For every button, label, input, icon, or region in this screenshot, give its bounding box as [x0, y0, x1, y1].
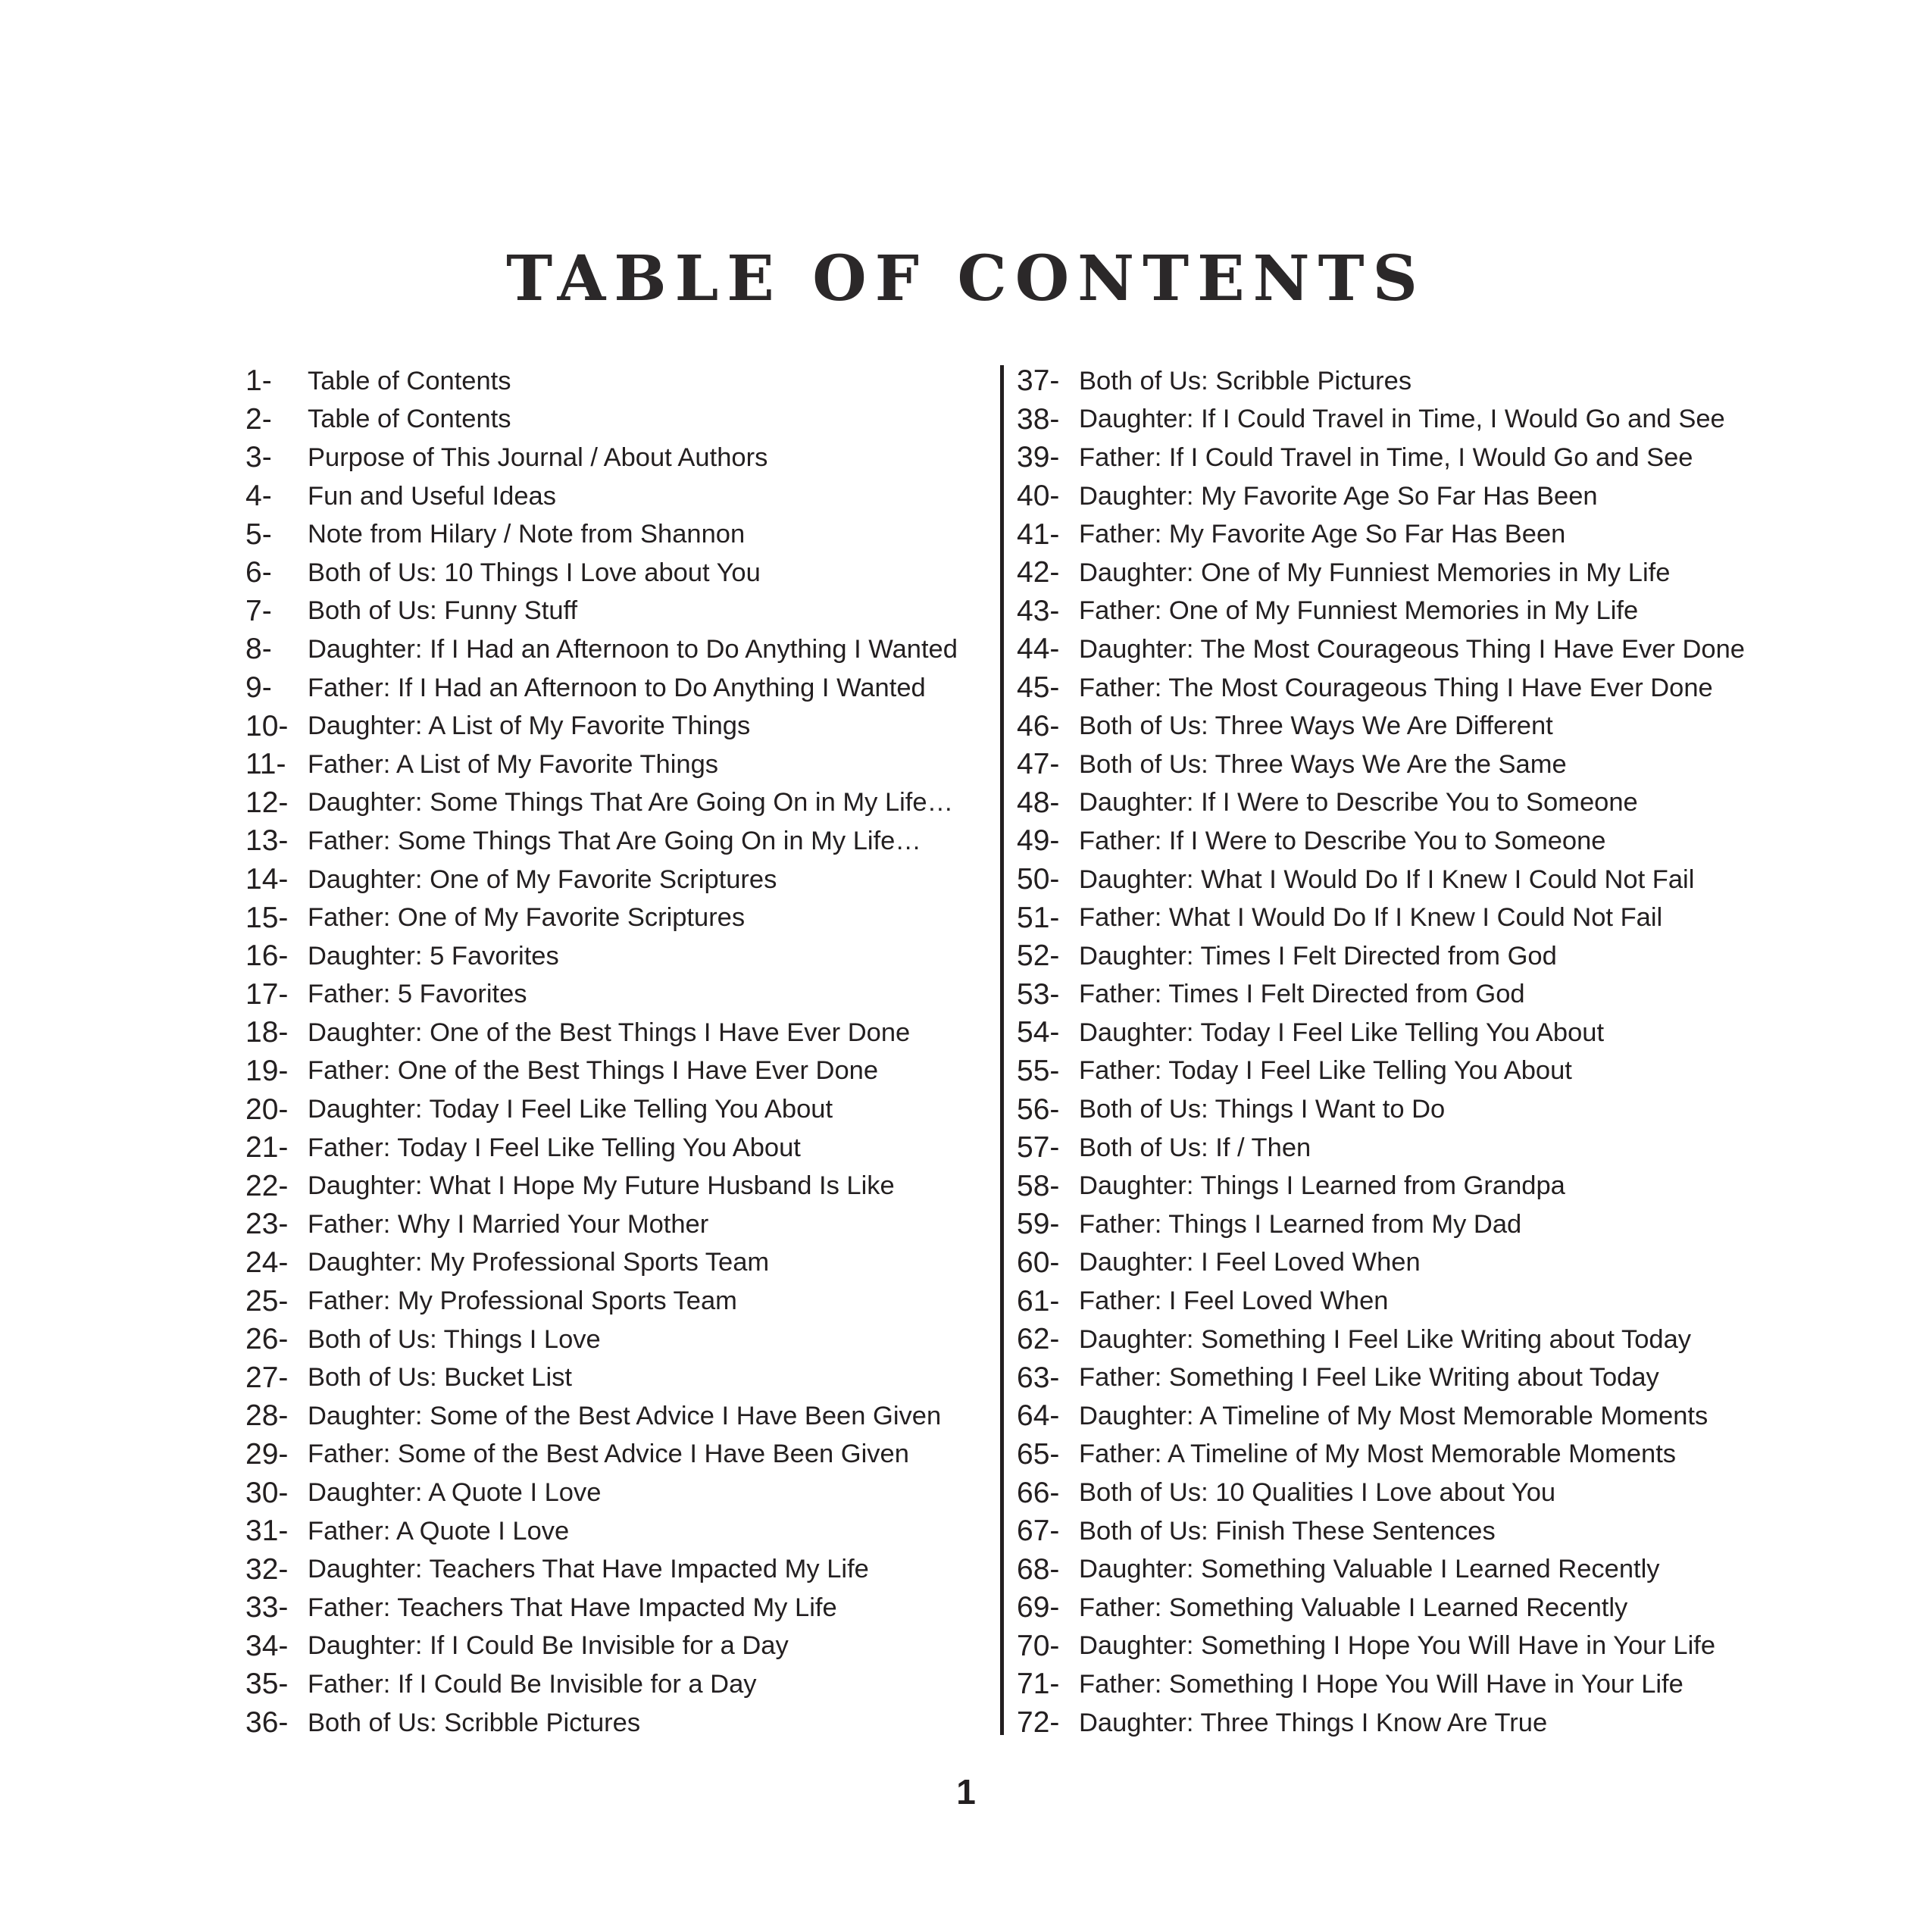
toc-entry-title: Daughter: Things I Learned from Grandpa	[1079, 1171, 1565, 1201]
toc-entry-title: Daughter: Something I Hope You Will Have in Your Life	[1079, 1631, 1716, 1661]
toc-entry-number: 22-	[245, 1169, 289, 1202]
toc-entry-title: Father: I Feel Loved When	[1079, 1286, 1389, 1316]
toc-entry	[1017, 1627, 1774, 1666]
toc-entry-title: Father: One of the Best Things I Have Ever Done	[308, 1056, 879, 1086]
toc-entry	[1017, 937, 1774, 976]
toc-entry	[1017, 1436, 1774, 1474]
toc-entry	[1017, 976, 1774, 1014]
toc-entry-number: 16-	[245, 939, 289, 973]
toc-entry-title: Father: One of My Funniest Memories in My Life	[1079, 596, 1639, 626]
toc-entry-title: Daughter: If I Had an Afternoon to Do Anything I Wanted	[308, 634, 958, 664]
toc-entry-number: 71-	[1017, 1668, 1060, 1701]
toc-entry-title: Both of Us: Scribble Pictures	[308, 1708, 641, 1737]
toc-entry	[1017, 401, 1774, 439]
toc-entry	[245, 1244, 988, 1283]
toc-entry	[1017, 592, 1774, 631]
toc-entry-number: 17-	[245, 977, 289, 1011]
toc-entry	[1017, 1244, 1774, 1283]
toc-entry-title: Both of Us: If / Then	[1079, 1133, 1311, 1162]
toc-entry-title: Daughter: My Professional Sports Team	[308, 1248, 770, 1277]
toc-entry-title: Table of Contents	[308, 405, 511, 434]
toc-entry-number: 60-	[1017, 1246, 1060, 1279]
page-number: 1	[956, 1772, 976, 1812]
toc-entry	[245, 1129, 988, 1168]
toc-entry	[1017, 1282, 1774, 1321]
toc-entry-number: 64-	[1017, 1399, 1060, 1433]
toc-entry	[245, 1627, 988, 1666]
toc-entry-title: Daughter: If I Were to Describe You to Someone	[1079, 788, 1638, 818]
toc-entry	[245, 861, 988, 899]
toc-entry-number: 53-	[1017, 977, 1060, 1011]
toc-entry-number: 51-	[1017, 901, 1060, 934]
toc-entry-title: Both of Us: Finish These Sentences	[1079, 1516, 1496, 1546]
toc-entry-title: Daughter: One of My Favorite Scriptures	[308, 864, 777, 894]
toc-entry-title: Daughter: My Favorite Age So Far Has Been	[1079, 481, 1598, 511]
toc-entry	[1017, 1397, 1774, 1436]
column-divider	[1000, 365, 1004, 1735]
toc-entry-title: Father: A Quote I Love	[308, 1516, 570, 1546]
toc-entry-number: 3-	[245, 441, 272, 474]
toc-entry	[245, 1474, 988, 1512]
toc-entry	[1017, 477, 1774, 516]
toc-entry-number: 4-	[245, 480, 272, 513]
toc-entry-title: Daughter: Three Things I Know Are True	[1079, 1708, 1548, 1737]
toc-entry	[1017, 439, 1774, 477]
toc-entry	[245, 1589, 988, 1627]
toc-entry	[245, 1358, 988, 1397]
toc-entry	[245, 515, 988, 554]
toc-entry	[1017, 1205, 1774, 1244]
toc-entry	[1017, 746, 1774, 784]
toc-entry-number: 47-	[1017, 748, 1060, 781]
toc-entry	[245, 1014, 988, 1052]
toc-entry-title: Table of Contents	[308, 366, 511, 395]
toc-entry-number: 54-	[1017, 1016, 1060, 1049]
toc-entry-number: 15-	[245, 901, 289, 934]
toc-entry	[245, 707, 988, 746]
toc-entry-number: 21-	[245, 1131, 289, 1165]
toc-entry	[1017, 630, 1774, 669]
toc-entry	[245, 1550, 988, 1589]
toc-entry	[245, 1052, 988, 1091]
toc-entry	[245, 1321, 988, 1359]
toc-entry-number: 30-	[245, 1476, 289, 1509]
toc-entry	[1017, 1014, 1774, 1052]
toc-entry-title: Both of Us: Funny Stuff	[308, 596, 578, 626]
toc-entry-number: 43-	[1017, 594, 1060, 627]
toc-entry	[1017, 362, 1774, 401]
toc-entry-title: Daughter: A List of My Favorite Things	[308, 711, 751, 741]
toc-entry-number: 20-	[245, 1093, 289, 1126]
toc-entry	[245, 401, 988, 439]
toc-entry	[245, 362, 988, 401]
toc-entry-number: 38-	[1017, 402, 1060, 436]
toc-entry	[245, 1704, 988, 1743]
toc-entry	[245, 477, 988, 516]
toc-entry-number: 41-	[1017, 517, 1060, 551]
toc-entry-title: Father: A Timeline of My Most Memorable Moments	[1079, 1440, 1677, 1469]
toc-entry-number: 34-	[245, 1629, 289, 1662]
toc-entry-number: 68-	[1017, 1552, 1060, 1586]
toc-entry	[1017, 1358, 1774, 1397]
toc-entry-title: Father: One of My Favorite Scriptures	[308, 903, 746, 933]
toc-entry-number: 31-	[245, 1515, 289, 1548]
toc-entry-number: 57-	[1017, 1131, 1060, 1165]
toc-entry-title: Father: Something I Feel Like Writing about Today	[1079, 1363, 1659, 1393]
toc-entry	[245, 1167, 988, 1205]
toc-entry-title: Father: Things I Learned from My Dad	[1079, 1209, 1522, 1239]
toc-entry-number: 6-	[245, 556, 272, 589]
toc-entry-title: Both of Us: Scribble Pictures	[1079, 366, 1412, 395]
toc-left-column	[245, 362, 988, 1742]
toc-entry-title: Father: The Most Courageous Thing I Have Ever Done	[1079, 673, 1713, 702]
toc-entry-title: Both of Us: 10 Qualities I Love about You	[1079, 1478, 1556, 1508]
toc-entry-number: 26-	[245, 1323, 289, 1356]
toc-entry	[1017, 515, 1774, 554]
toc-entry-title: Father: My Professional Sports Team	[308, 1286, 737, 1316]
toc-entry-title: Both of Us: Three Ways We Are Different	[1079, 711, 1553, 741]
toc-entry-title: Father: If I Had an Afternoon to Do Anything I Wanted	[308, 673, 926, 702]
toc-entry-title: Daughter: A Quote I Love	[308, 1478, 602, 1508]
toc-entry-title: Father: Something I Hope You Will Have in Your Life	[1079, 1669, 1683, 1699]
toc-entry-number: 42-	[1017, 556, 1060, 589]
toc-entry-number: 1-	[245, 364, 272, 398]
toc-entry-number: 50-	[1017, 863, 1060, 896]
toc-entry	[245, 592, 988, 631]
toc-entry-number: 12-	[245, 786, 289, 819]
toc-entry-title: Daughter: Some Things That Are Going On in My Life…	[308, 788, 954, 818]
toc-entry	[1017, 1550, 1774, 1589]
toc-entry-number: 27-	[245, 1361, 289, 1394]
toc-entry-title: Father: If I Could Travel in Time, I Would Go and See	[1079, 442, 1693, 472]
toc-entry-title: Daughter: Teachers That Have Impacted My Life	[308, 1555, 869, 1584]
toc-entry-number: 28-	[245, 1399, 289, 1433]
toc-entry-number: 69-	[1017, 1591, 1060, 1624]
toc-entry-number: 29-	[245, 1437, 289, 1471]
toc-right-column	[1017, 362, 1774, 1742]
toc-entry	[245, 1397, 988, 1436]
toc-entry	[1017, 899, 1774, 937]
toc-entry-number: 49-	[1017, 824, 1060, 858]
toc-entry-number: 62-	[1017, 1323, 1060, 1356]
toc-entry-number: 39-	[1017, 441, 1060, 474]
toc-entry-number: 33-	[245, 1591, 289, 1624]
toc-entry	[1017, 669, 1774, 708]
toc-entry-number: 63-	[1017, 1361, 1060, 1394]
toc-entry-number: 45-	[1017, 671, 1060, 705]
toc-entry-title: Father: Today I Feel Like Telling You About	[1079, 1056, 1572, 1086]
toc-entry-number: 56-	[1017, 1093, 1060, 1126]
toc-entry-title: Both of Us: Bucket List	[308, 1363, 572, 1393]
toc-entry-title: Fun and Useful Ideas	[308, 481, 556, 511]
toc-entry-number: 67-	[1017, 1515, 1060, 1548]
page-title: TABLE OF CONTENTS	[506, 242, 1426, 315]
toc-entry-number: 11-	[245, 748, 286, 781]
toc-entry	[1017, 1512, 1774, 1551]
toc-entry-title: Daughter: Times I Felt Directed from God	[1079, 941, 1557, 971]
toc-entry-number: 8-	[245, 633, 272, 666]
toc-entry	[245, 1436, 988, 1474]
toc-entry-title: Daughter: 5 Favorites	[308, 941, 559, 971]
toc-entry	[1017, 822, 1774, 861]
toc-entry-title: Father: 5 Favorites	[308, 980, 527, 1009]
toc-entry-title: Note from Hilary / Note from Shannon	[308, 520, 746, 549]
toc-entry	[245, 1090, 988, 1129]
toc-entry	[1017, 1167, 1774, 1205]
toc-entry	[1017, 1129, 1774, 1168]
toc-entry-title: Father: Something Valuable I Learned Recently	[1079, 1593, 1628, 1622]
toc-entry-title: Daughter: If I Could Travel in Time, I Would Go and See	[1079, 405, 1725, 434]
toc-entry-title: Daughter: Some of the Best Advice I Have Been Given	[308, 1401, 942, 1430]
toc-entry-number: 24-	[245, 1246, 289, 1279]
toc-entry	[1017, 554, 1774, 592]
toc-entry-title: Father: My Favorite Age So Far Has Been	[1079, 520, 1566, 549]
toc-entry	[1017, 1090, 1774, 1129]
toc-entry	[245, 822, 988, 861]
toc-entry	[245, 1665, 988, 1704]
toc-entry-number: 66-	[1017, 1476, 1060, 1509]
toc-entry	[245, 1282, 988, 1321]
toc-entry-title: Daughter: One of My Funniest Memories in My Life	[1079, 558, 1671, 587]
toc-entry-title: Purpose of This Journal / About Authors	[308, 442, 768, 472]
toc-entry	[1017, 784, 1774, 823]
toc-entry-title: Daughter: A Timeline of My Most Memorable Moments	[1079, 1401, 1708, 1430]
toc-entry-number: 25-	[245, 1284, 289, 1318]
toc-entry	[245, 1205, 988, 1244]
toc-entry-number: 7-	[245, 594, 272, 627]
toc-entry	[1017, 1474, 1774, 1512]
toc-entry-number: 9-	[245, 671, 272, 705]
toc-entry	[1017, 1321, 1774, 1359]
toc-entry-title: Daughter: Today I Feel Like Telling You About	[1079, 1018, 1605, 1047]
toc-entry-title: Daughter: Something I Feel Like Writing about Today	[1079, 1324, 1692, 1354]
toc-entry	[245, 669, 988, 708]
toc-entry-title: Daughter: I Feel Loved When	[1079, 1248, 1421, 1277]
toc-entry-title: Father: What I Would Do If I Knew I Could Not Fail	[1079, 903, 1663, 933]
toc-entry	[1017, 861, 1774, 899]
toc-entry	[245, 937, 988, 976]
toc-entry	[245, 1512, 988, 1551]
toc-entry-number: 65-	[1017, 1437, 1060, 1471]
toc-entry-number: 2-	[245, 402, 272, 436]
toc-entry-number: 59-	[1017, 1208, 1060, 1241]
toc-entry	[1017, 1589, 1774, 1627]
toc-entry-number: 5-	[245, 517, 272, 551]
toc-entry-title: Father: Some of the Best Advice I Have Been Given	[308, 1440, 909, 1469]
toc-entry-title: Both of Us: Things I Love	[308, 1324, 601, 1354]
toc-entry-title: Father: A List of My Favorite Things	[308, 749, 719, 779]
toc-entry-number: 40-	[1017, 480, 1060, 513]
toc-entry-number: 23-	[245, 1208, 289, 1241]
toc-entry-number: 52-	[1017, 939, 1060, 973]
toc-entry-title: Daughter: What I Hope My Future Husband Is Like	[308, 1171, 895, 1201]
toc-entry-title: Father: Why I Married Your Mother	[308, 1209, 709, 1239]
toc-entry	[1017, 707, 1774, 746]
toc-entry-number: 13-	[245, 824, 289, 858]
toc-entry	[1017, 1704, 1774, 1743]
toc-entry-number: 18-	[245, 1016, 289, 1049]
toc-entry	[1017, 1052, 1774, 1091]
toc-entry-title: Father: Some Things That Are Going On in My Life…	[308, 826, 921, 855]
toc-entry-title: Both of Us: Three Ways We Are the Same	[1079, 749, 1567, 779]
toc-entry-title: Both of Us: Things I Want to Do	[1079, 1095, 1446, 1124]
toc-entry-title: Daughter: If I Could Be Invisible for a Day	[308, 1631, 789, 1661]
toc-entry-number: 36-	[245, 1706, 289, 1740]
toc-entry-number: 14-	[245, 863, 289, 896]
toc-entry-number: 55-	[1017, 1054, 1060, 1087]
toc-entry	[1017, 1665, 1774, 1704]
toc-entry-title: Daughter: What I Would Do If I Knew I Could Not Fail	[1079, 864, 1695, 894]
toc-entry-number: 61-	[1017, 1284, 1060, 1318]
toc-entry	[245, 630, 988, 669]
toc-entry-number: 19-	[245, 1054, 289, 1087]
toc-entry-title: Father: Today I Feel Like Telling You About	[308, 1133, 801, 1162]
toc-entry-number: 58-	[1017, 1169, 1060, 1202]
toc-entry-title: Father: Times I Felt Directed from God	[1079, 980, 1525, 1009]
toc-entry-title: Father: If I Could Be Invisible for a Day	[308, 1669, 757, 1699]
toc-entry-title: Father: If I Were to Describe You to Someone	[1079, 826, 1606, 855]
toc-entry-title: Daughter: Today I Feel Like Telling You About	[308, 1095, 833, 1124]
toc-entry-number: 70-	[1017, 1629, 1060, 1662]
toc-entry-title: Daughter: The Most Courageous Thing I Have Ever Done	[1079, 634, 1745, 664]
toc-entry-title: Daughter: Something Valuable I Learned Recently	[1079, 1555, 1660, 1584]
toc-entry	[245, 976, 988, 1014]
toc-entry-number: 44-	[1017, 633, 1060, 666]
toc-entry-title: Daughter: One of the Best Things I Have Ever Done	[308, 1018, 911, 1047]
toc-entry-title: Father: Teachers That Have Impacted My Life	[308, 1593, 837, 1622]
toc-entry	[245, 554, 988, 592]
toc-entry-number: 10-	[245, 709, 289, 742]
toc-entry-number: 72-	[1017, 1706, 1060, 1740]
toc-entry-number: 35-	[245, 1668, 289, 1701]
toc-entry-number: 37-	[1017, 364, 1060, 398]
toc-entry-title: Both of Us: 10 Things I Love about You	[308, 558, 761, 587]
toc-entry	[245, 746, 988, 784]
toc-entry-number: 32-	[245, 1552, 289, 1586]
toc-entry	[245, 439, 988, 477]
toc-entry-number: 46-	[1017, 709, 1060, 742]
toc-entry	[245, 899, 988, 937]
toc-entry-number: 48-	[1017, 786, 1060, 819]
toc-entry	[245, 784, 988, 823]
